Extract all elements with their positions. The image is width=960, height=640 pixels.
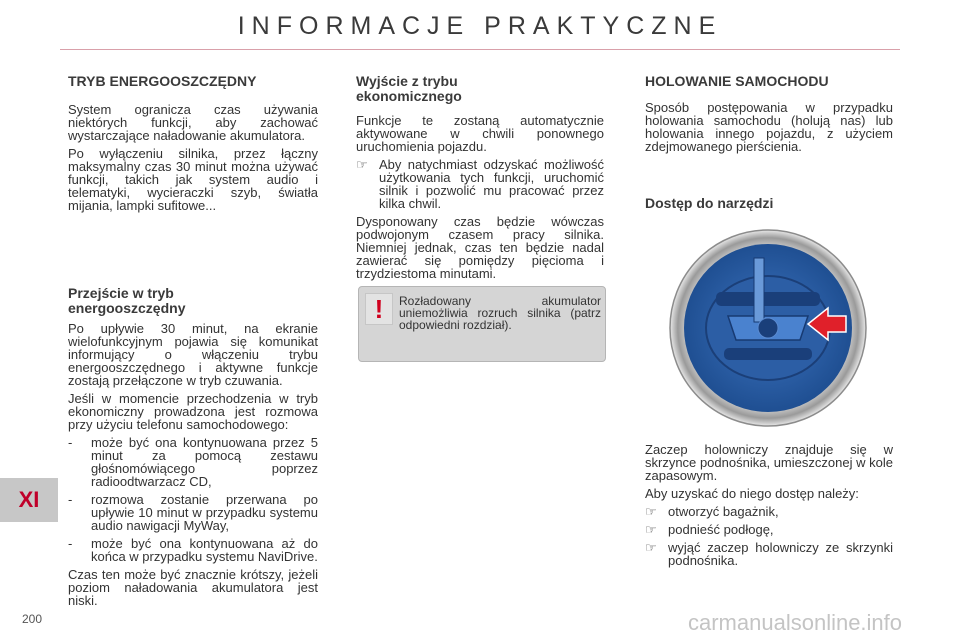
section-title: HOLOWANIE SAMOCHODU (645, 73, 829, 89)
list-item-text: może być ona kontynuowana aż do końca w przypadku systemu NaviDrive. (91, 536, 318, 564)
list-item (68, 537, 318, 563)
list-item (645, 505, 893, 518)
paragraph: Sposób postępowania w przypadku holowania samochodu (holują nas) lub holowania innego pojazdu, z użyciem zdejmowanego pierścienia. (645, 100, 893, 154)
section-title: Wyjście z trybu ekonomicznego (356, 73, 462, 104)
list-item-text: może być ona kontynuowana przez 5 minut za pomocą zestawu głośnomówiącego poprzez radioodtwarzacz CD, (91, 435, 318, 489)
pointer-icon: ☞ (356, 157, 368, 172)
list-item (645, 541, 893, 567)
section-title: TRYB ENERGOOSZCZĘDNY (68, 73, 257, 89)
warning-box (358, 286, 606, 362)
paragraph: Jeśli w momencie przechodzenia w tryb ekonomiczny prowadzona jest rozmowa przy użyciu telefonu samochodowego: (68, 391, 318, 432)
dash-marker: - (68, 492, 73, 507)
bullet-list (68, 436, 318, 563)
paragraph: Po wyłączeniu silnika, przez łączny maksymalny czas 30 minut można używać funkcji, takich jak system audio i telematyki, wycieraczki szyb, światła mijania, lampki sufitowe... (68, 146, 318, 213)
paragraph: Zaczep holowniczy znajduje się w skrzynce podnośnika, umieszczonej w kole zapasowym. (645, 442, 893, 483)
bullet-list (356, 158, 604, 210)
dash-marker: - (68, 435, 73, 450)
section-tool-access-title (645, 196, 893, 211)
section-title: Przejście w tryb energooszczędny (68, 285, 186, 316)
watermark: carmanualsonline.info (688, 610, 903, 635)
paragraph: Czas ten może być znacznie krótszy, jeżeli poziom naładowania akumulatora jest niski. (68, 567, 318, 608)
page-title: INFORMACJE PRAKTYCZNE (237, 12, 723, 40)
chapter-tab: XI (0, 478, 58, 522)
section-enter-saving-mode (68, 286, 318, 612)
list-item-text: rozmowa zostanie przerwana po upływie 10 minut w przypadku systemu audio nawigacji MyWay, (91, 492, 318, 533)
pointer-icon: ☞ (645, 540, 657, 555)
list-item (645, 523, 893, 536)
warning-text: Rozładowany akumulator uniemożliwia rozruch silnika (patrz odpowiedni rozdział). (399, 294, 601, 332)
tool-slot (716, 292, 820, 306)
section-tool-access (645, 443, 893, 572)
header-divider (60, 49, 900, 50)
list-item-text: podnieść podłogę, (668, 522, 774, 537)
paragraph: Funkcje te zostaną automatycznie aktywowane w chwili ponownego uruchomienia pojazdu. (356, 113, 604, 154)
list-item (68, 493, 318, 532)
pointer-icon: ☞ (645, 504, 657, 519)
dash-marker: - (68, 536, 73, 551)
bullet-list (645, 505, 893, 567)
pointer-icon: ☞ (645, 522, 657, 537)
list-item-text: otworzyć bagażnik, (668, 504, 779, 519)
section-title: Dostęp do narzędzi (645, 195, 774, 211)
section-exit-economy-mode (356, 74, 604, 285)
list-item (356, 158, 604, 210)
wheel-hub (758, 318, 778, 338)
paragraph: Po upływie 30 minut, na ekranie wielofunkcyjnym pojawia się komunikat informujący o włączeniu trybu energooszczędnego i aktywne funkcje zostają przełączone w tryb czuwania. (68, 321, 318, 388)
section-energy-saving (68, 74, 318, 217)
list-item-text: Aby natychmiast odzyskać możliwość użytkowania tych funkcji, uruchomić silnik i pozwolić mu pracować przez kilka chwil. (379, 157, 604, 211)
list-item-text: wyjąć zaczep holowniczy ze skrzynki podnośnika. (668, 540, 893, 568)
paragraph: System ogranicza czas używania niektórych funkcji, aby zachować wystarczające naładowanie akumulatora. (68, 102, 318, 143)
towing-eye (754, 258, 764, 322)
warning-icon: ! (365, 293, 393, 325)
page-number: 200 (22, 612, 43, 626)
paragraph: Aby uzyskać do niego dostęp należy: (645, 486, 859, 501)
tool-slot (724, 348, 812, 360)
list-item (68, 436, 318, 488)
paragraph: Dysponowany czas będzie wówczas podwojonym czasem pracy silnika. Niemniej jednak, czas ten będzie nadal zawierać się pomiędzy pięcioma i trzydziestoma minutami. (356, 214, 604, 281)
spare-wheel-jack-photo (668, 228, 868, 428)
section-towing (645, 74, 893, 158)
